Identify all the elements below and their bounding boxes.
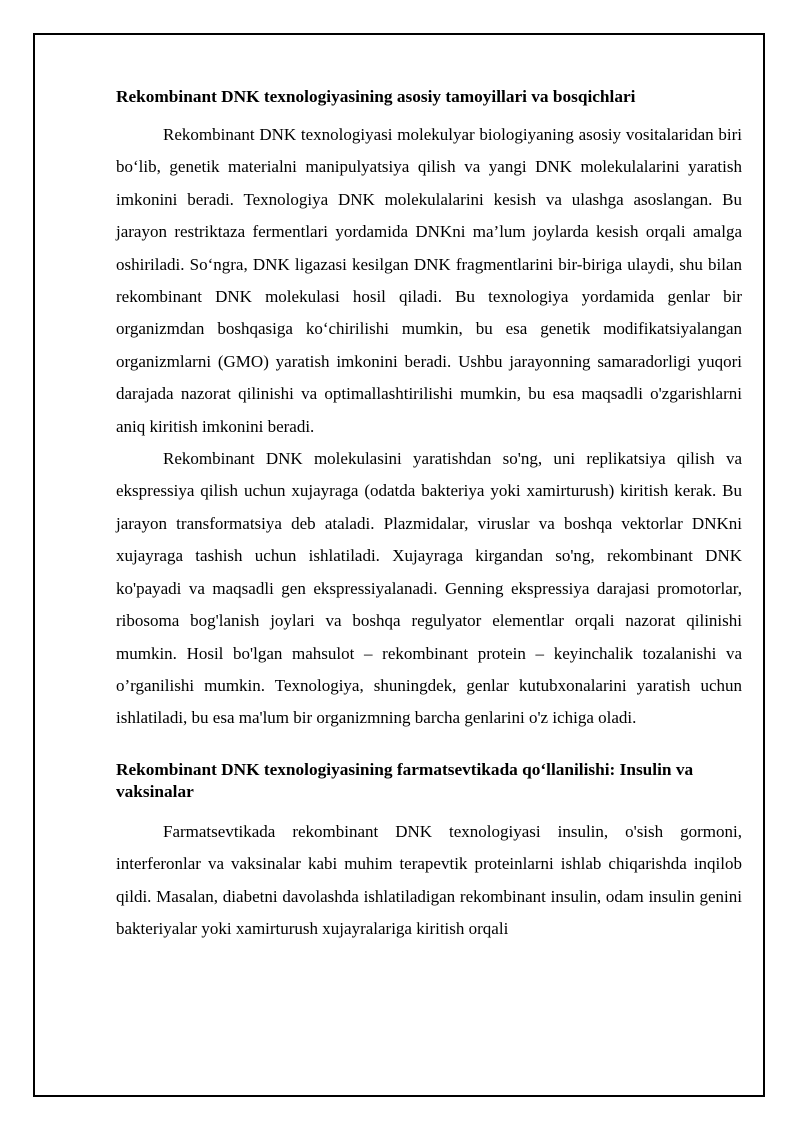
paragraph-principles-2: Rekombinant DNK molekulasini yaratishdan so'ng, uni replikatsiya qilish va ekspressiya qilish uchun xujayraga (odatda bakteriya yoki xamirturush) kiritish kerak. Bu jarayon transformatsiya deb ataladi. Plazmidalar, viruslar va boshqa vektorlar DNKni xujayraga tashish uchun ishlatiladi. Xujayraga kirgandan so'ng, rekombinant DNK ko'payadi va maqsadli gen ekspressiyalanadi. Genning ekspressiya darajasi promotorlar, ribosoma bog'lanish joylari va boshqa regulyator elementlar orqali nazorat qilinishi mumkin. Hosil bo'lgan mahsulot – rekombinant protein – keyinchalik tozalanishi va o’rganilishi mumkin. Texnologiya, shuningdek, genlar kutubxonalarini yaratish uchun ishlatiladi, bu esa ma'lum bir organizmning barcha genlarini o'z ichiga oladi. (116, 449, 742, 728)
paragraph-principles-1: Rekombinant DNK texnologiyasi molekulyar biologiyaning asosiy vositalaridan biri bo‘lib, genetik materialni manipulyatsiya qilish va yangi DNK molekulalarini yaratish imkonini beradi. Texnologiya DNK molekulalarini kesish va ulashga asoslangan. Bu jarayon restriktaza fermentlari yordamida DNKni ma’lum joylarda kesish orqali amalga oshiriladi. So‘ngra, DNK ligazasi kesilgan DNK fragmentlarini bir-biriga ulaydi, shu bilan rekombinant DNK molekulasi hosil qiladi. Bu texnologiya yordamida genlar bir organizmdan boshqasiga ko‘chirilishi mumkin, bu esa genetik modifikatsiyalangan organizmlarni (GMO) yaratish imkonini beradi. Ushbu jarayonning samaradorligi yuqori darajada nazorat qilinishi va optimallashtirilishi mumkin, bu esa maqsadli o'zgarishlarni aniq kiritish imkonini beradi. (116, 125, 742, 436)
paragraph-pharmaceutics-1: Farmatsevtikada rekombinant DNK texnologiyasi insulin, o'sish gormoni, interferonlar va vaksinalar kabi muhim terapevtik proteinlarni ishlab chiqarishda inqilob qildi. Masalan, diabetni davolashda ishlatiladigan rekombinant insulin, odam insulin genini bakteriyalar yoki xamirturush xujayralariga kiritish orqali (116, 821, 742, 938)
section-heading-pharmaceutics: Rekombinant DNK texnologiyasining farmatsevtikada qo‘llanilishi: Insulin va vaksinalar (116, 759, 694, 801)
section-heading-principles: Rekombinant DNK texnologiyasining asosiy tamoyillari va bosqichlari (116, 87, 636, 106)
document-body (116, 86, 742, 945)
